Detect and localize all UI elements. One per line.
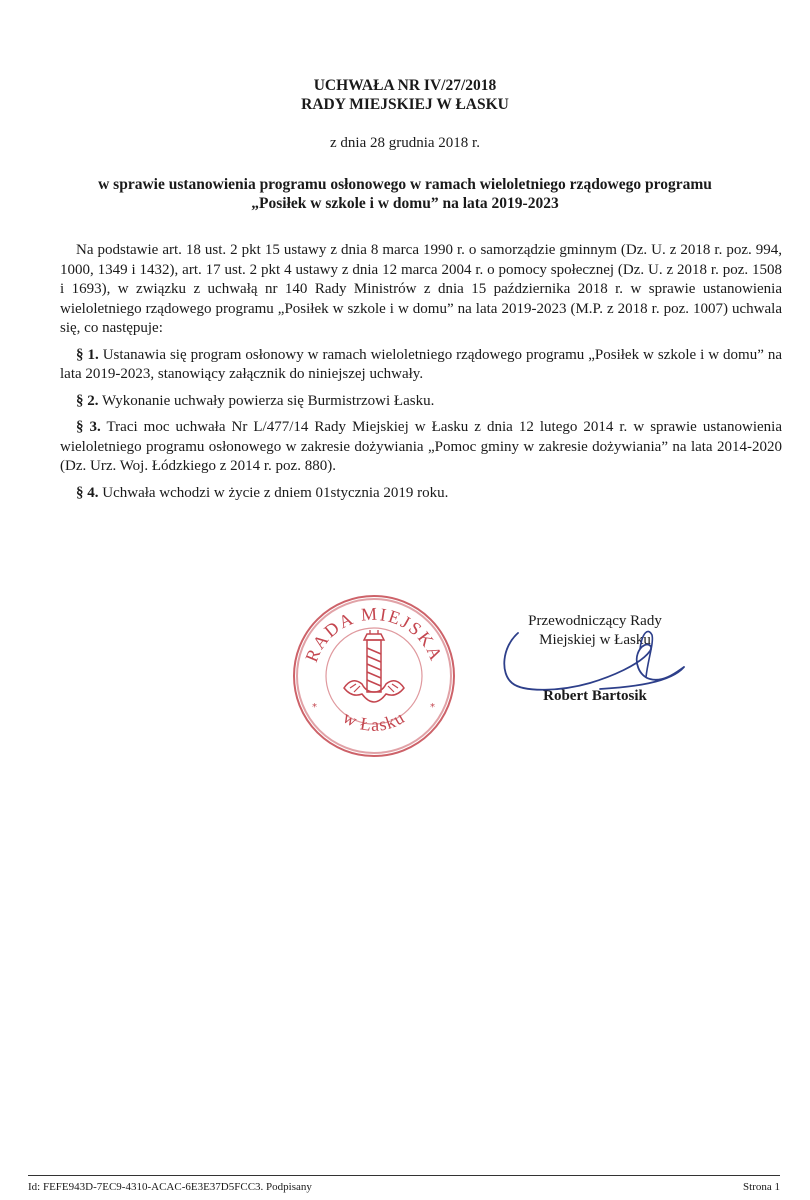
council-name: RADY MIEJSKIEJ W ŁASKU — [301, 96, 509, 113]
svg-text:*: * — [312, 702, 317, 713]
section-number: § 4. — [76, 484, 99, 501]
section-2 — [60, 392, 782, 412]
section-text: Traci moc uchwała Nr L/477/14 Rady Miejskiej w Łasku z dnia 12 lutego 2014 r. w sprawie ustanowienia wieloletniego programu osłonowego w zakresie dożywiania „Pomoc gminy w zakresie dożywiania” na lata 2014-2020 (Dz. Urz. Woj. Łódzkiego z 2014 r. poz. 880). — [60, 419, 783, 474]
section-1 — [60, 346, 782, 385]
resolution-subject — [60, 175, 750, 213]
seal-bottom-text: w Łasku — [339, 706, 409, 735]
svg-text:w Łasku — [340, 707, 409, 735]
section-3 — [60, 418, 782, 477]
document-id: Id: FEFE943D-7EC9-4310-ACAC-6E3E37D5FCC3. Podpisany — [28, 1181, 312, 1193]
footer-divider — [28, 1175, 780, 1176]
official-seal-stamp — [290, 592, 458, 760]
svg-text:*: * — [430, 702, 435, 713]
resolution-date: z dnia 28 grudnia 2018 r. — [330, 135, 480, 151]
subject-line-1: w sprawie ustanowienia programu osłonowego w ramach wieloletniego rządowego programu — [98, 176, 712, 193]
page-number: Strona 1 — [743, 1181, 780, 1193]
signatory-name: Robert Bartosik — [543, 688, 647, 704]
section-number: § 1. — [76, 346, 99, 363]
section-text: Ustanawia się program osłonowy w ramach wieloletniego rządowego programu „Posiłek w szkole i w domu” na lata 2019-2023, stanowiący załącznik do niniejszej uchwały. — [60, 346, 782, 382]
resolution-title: UCHWAŁA NR IV/27/2018 — [313, 77, 497, 94]
seal-top-text: RADA MIEJSKA — [301, 603, 447, 665]
section-number: § 3. — [76, 419, 101, 435]
section-text: Uchwała wchodzi w życie z dniem 01stycznia 2019 roku. — [102, 484, 449, 501]
signatory-role-line-1: Przewodniczący Rady — [528, 613, 662, 629]
resolution-body — [60, 241, 782, 510]
handwritten-signature — [500, 625, 690, 705]
section-text: Wykonanie uchwały powierza się Burmistrzowi Łasku. — [101, 392, 435, 409]
signatory-role-line-2: Miejskiej w Łasku — [539, 632, 651, 648]
preamble: Na podstawie art. 18 ust. 2 pkt 15 ustawy z dnia 8 marca 1990 r. o samorządzie gminnym (Dz. U. z 2018 r. poz. 994, 1000, 1349 i 1432), art. 17 ust. 2 pkt 4 ustawy z dnia 12 marca 2004 r. o pomocy społecznej (Dz. U. z 2018 r. poz. 1508 i 1693), w związku z uchwałą nr 140 Rady Ministrów z dnia 15 października 2018 r. w sprawie ustanowienia wieloletniego rządowego programu „Posiłek w szkole i w domu” na lata 2019-2023 (M.P. z 2018 r. poz. 1007) uchwala się, co następuje: — [60, 242, 782, 336]
subject-line-2: „Posiłek w szkole i w domu” na lata 2019-2023 — [251, 195, 559, 212]
section-4 — [60, 484, 782, 504]
section-number: § 2. — [76, 392, 99, 409]
